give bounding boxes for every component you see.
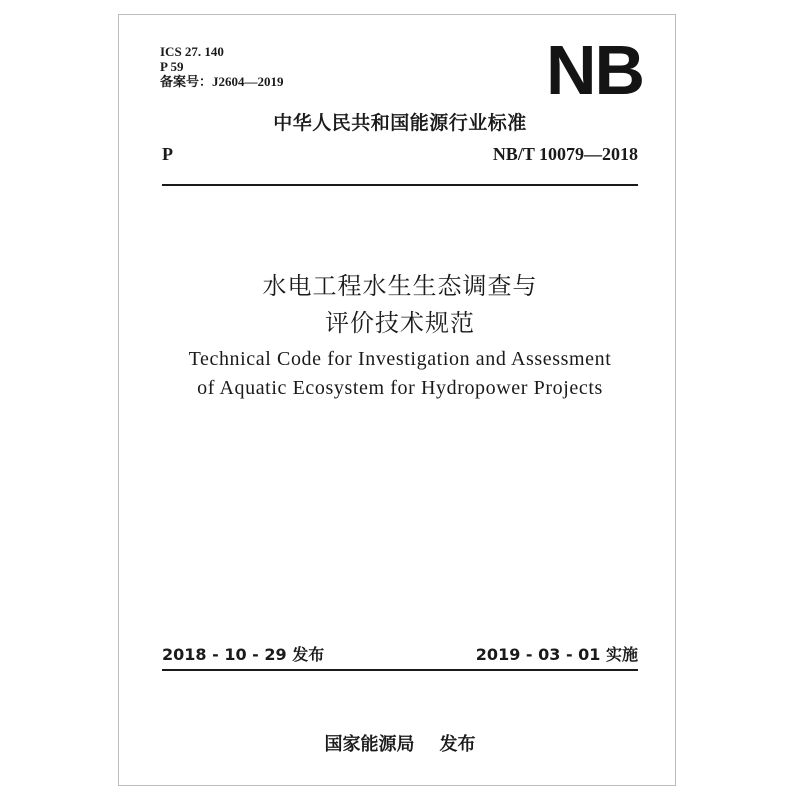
classification-block [160, 44, 284, 89]
ics-code: ICS 27. 140 [160, 44, 224, 59]
top-divider [162, 184, 638, 186]
implementation-date: 2019 - 03 - 01 实施 [475, 645, 638, 664]
standard-class: P [162, 144, 173, 164]
ccs-code: P 59 [160, 59, 184, 74]
bottom-divider [162, 669, 638, 671]
title-cn-line1: 水电工程水生生态调查与 [262, 272, 538, 300]
publisher: 国家能源局 发布 [324, 734, 476, 755]
issue-date: 2018 - 10 - 29 发布 [162, 645, 325, 664]
standard-number: NB/T 10079—2018 [492, 144, 638, 164]
record-number: 备案号：J2604—2019 [160, 74, 284, 89]
title-cn-line2: 评价技术规范 [325, 309, 475, 337]
nb-logo: NB [546, 31, 644, 109]
industry-standard-title: 中华人民共和国能源行业标准 [273, 112, 527, 134]
title-en-line2: of Aquatic Ecosystem for Hydropower Projects [197, 377, 603, 399]
title-en-line1: Technical Code for Investigation and Assessment [188, 348, 612, 370]
